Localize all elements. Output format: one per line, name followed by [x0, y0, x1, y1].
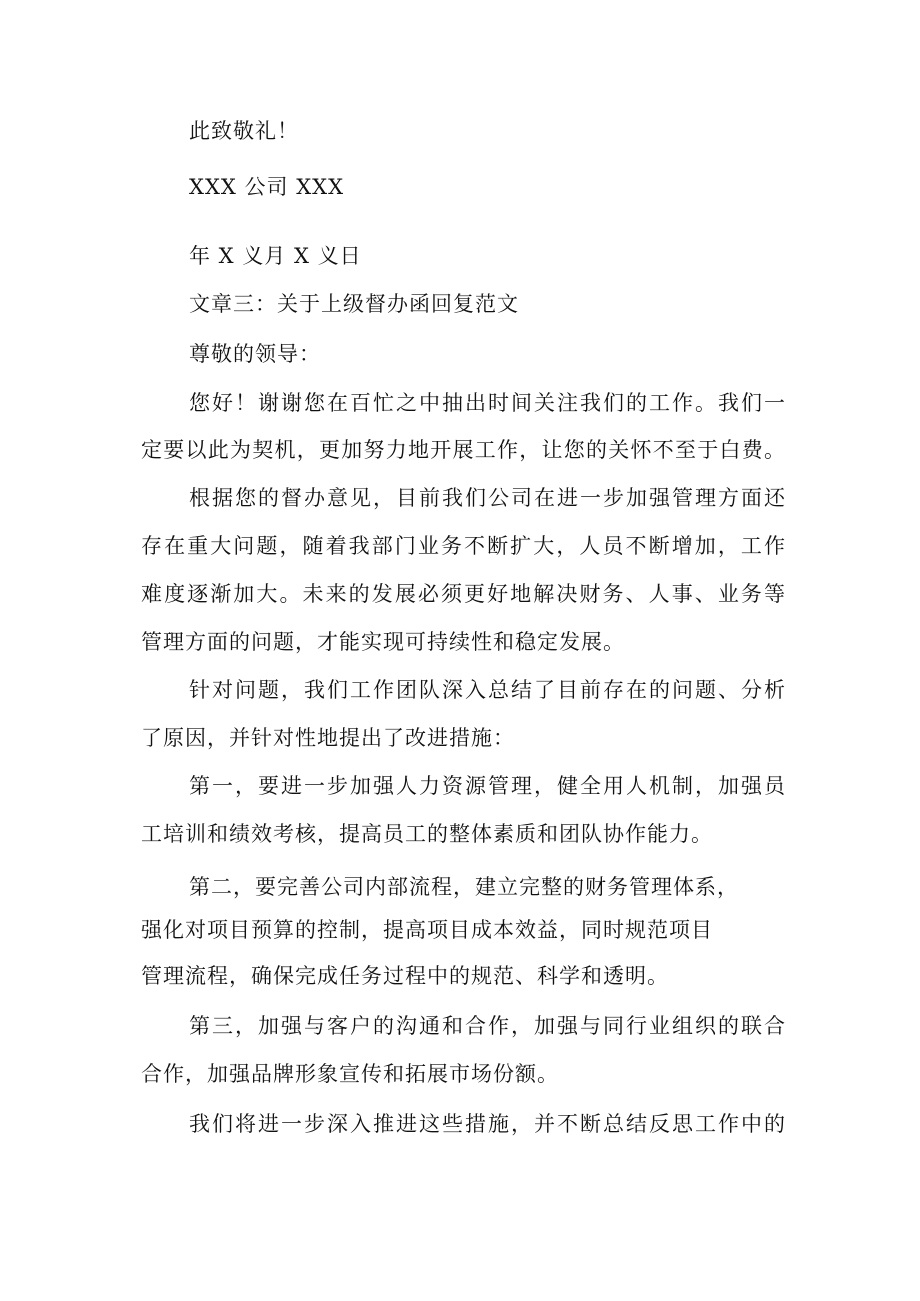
- signature-line: XXX 公司 XXX: [189, 175, 345, 199]
- body-line: 针对问题，我们工作团队深入总结了目前存在的问题、分析: [189, 678, 786, 702]
- body-line: 存在重大问题，随着我部门业务不断扩大，人员不断增加，工作: [141, 534, 786, 558]
- body-line: 第一，要进一步加强人力资源管理，健全用人机制，加强员: [189, 774, 786, 798]
- body-line: 合作，加强品牌形象宣传和拓展市场份额。: [141, 1062, 559, 1086]
- salutation: 尊敬的领导：: [189, 342, 321, 366]
- body-line: 根据您的督办意见，目前我们公司在进一步加强管理方面还: [189, 486, 786, 510]
- body-line: 管理流程，确保完成任务过程中的规范、科学和透明。: [141, 964, 669, 988]
- body-line: 工培训和绩效考核，提高员工的整体素质和团队协作能力。: [141, 822, 713, 846]
- body-line: 了原因，并针对性地提出了改进措施：: [141, 726, 515, 750]
- body-line: 管理方面的问题，才能实现可持续性和稳定发展。: [141, 630, 625, 654]
- body-line: 难度逐渐加大。未来的发展必须更好地解决财务、人事、业务等: [141, 582, 786, 606]
- body-line: 定要以此为契机，更加努力地开展工作，让您的关怀不至于白费。: [141, 438, 786, 462]
- closing-line: 此致敬礼！: [189, 119, 299, 143]
- body-line: 第三，加强与客户的沟通和合作，加强与同行业组织的联合: [189, 1014, 786, 1038]
- article-title: 文章三：关于上级督办函回复范文: [189, 292, 519, 316]
- body-line: 第二，要完善公司内部流程，建立完整的财务管理体系，: [189, 875, 739, 899]
- body-line: 您好！谢谢您在百忙之中抽出时间关注我们的工作。我们一: [189, 391, 786, 415]
- body-line: 强化对项目预算的控制，提高项目成本效益，同时规范项目: [141, 918, 713, 942]
- date-line: 年 X 义月 X 义日: [189, 244, 362, 268]
- body-line: 我们将进一步深入推进这些措施，并不断总结反思工作中的: [189, 1112, 786, 1136]
